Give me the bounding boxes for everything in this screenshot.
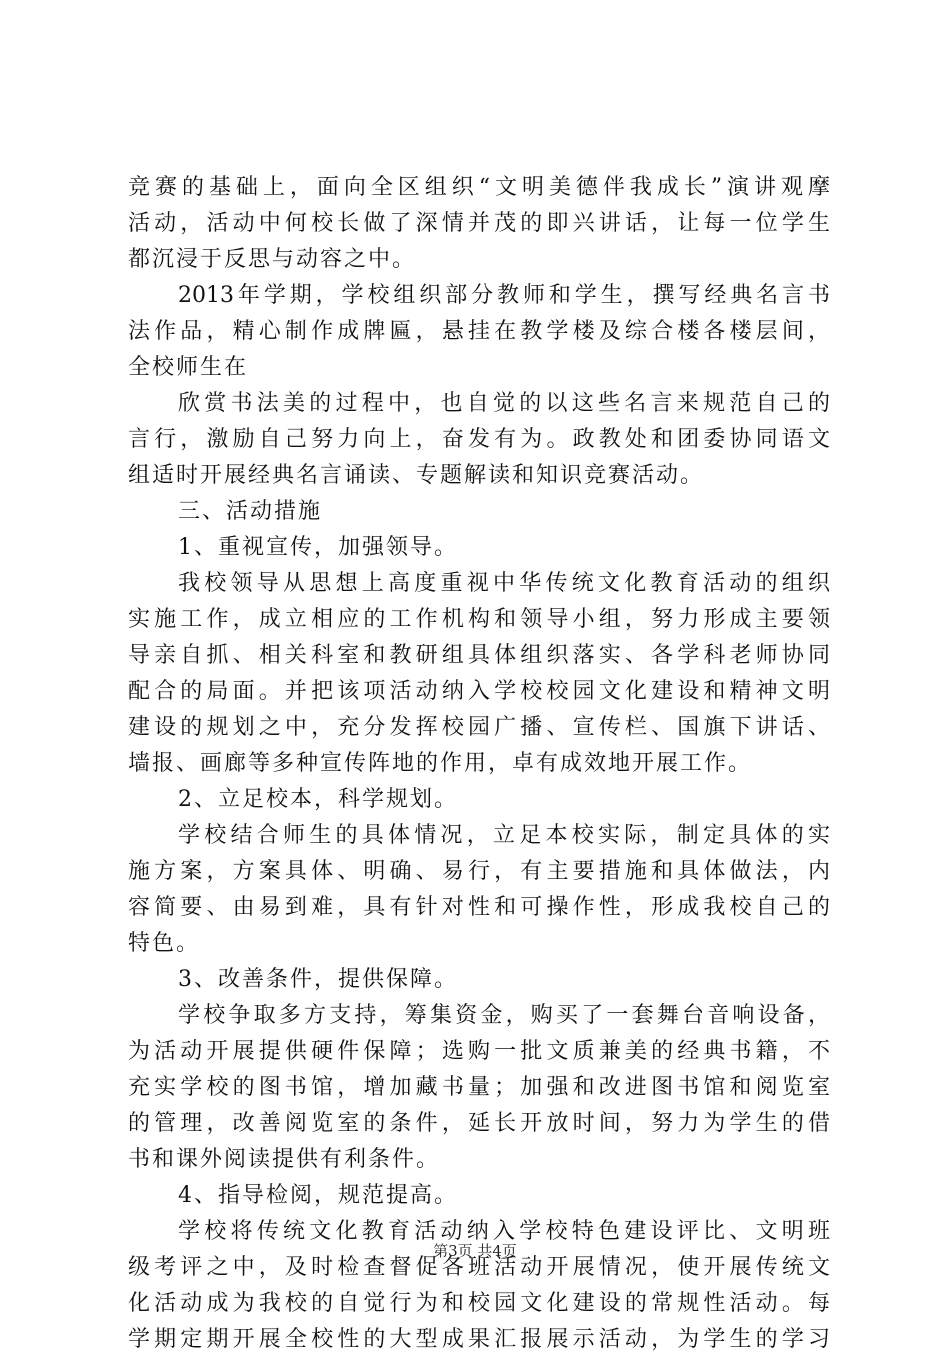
text-line: 学校将传统文化教育活动纳入学校特色建设评比、文明班	[178, 1219, 830, 1244]
text-line: 配合的局面。并把该项活动纳入学校校园文化建设和精神文明	[128, 679, 830, 704]
text-line: 特色。	[128, 931, 201, 956]
text-line: 墙报、画廊等多种宣传阵地的作用，卓有成效地开展工作。	[128, 751, 753, 776]
text-line: 施方案，方案具体、明确、易行，有主要措施和具体做法，内	[128, 859, 830, 884]
text-line: 导亲自抓、相关科室和教研组具体组织落实、各学科老师协同	[128, 643, 830, 668]
text-line: 活动，活动中何校长做了深情并茂的即兴讲话，让每一位学生	[128, 211, 830, 236]
text-line: 组适时开展经典名言诵读、专题解读和知识竞赛活动。	[128, 463, 705, 488]
text-line: 都沉浸于反思与动容之中。	[128, 247, 417, 272]
text-line: 言行，激励自己努力向上，奋发有为。政教处和团委协同语文	[128, 427, 830, 452]
subsection-heading: 1、重视宣传，加强领导。	[178, 535, 458, 560]
text-line: 全校师生在	[128, 355, 249, 380]
text-line: 2013年学期，学校组织部分教师和学生，撰写经典名言书	[178, 283, 830, 308]
text-line: 我校领导从思想上高度重视中华传统文化教育活动的组织	[178, 571, 830, 596]
subsection-heading: 2、立足校本，科学规划。	[178, 787, 458, 812]
text-line: 化活动成为我校的自觉行为和校园文化建设的常规性活动。每	[128, 1291, 830, 1316]
document-body	[128, 170, 830, 1358]
text-line: 法作品，精心制作成牌匾，悬挂在教学楼及综合楼各楼层间，	[128, 319, 830, 344]
text-line: 建设的规划之中，充分发挥校园广播、宣传栏、国旗下讲话、	[128, 715, 830, 740]
text-line: 级考评之中，及时检查督促各班活动开展情况，使开展传统文	[128, 1255, 830, 1280]
text-line: 容简要、由易到难，具有针对性和可操作性，形成我校自己的	[128, 895, 830, 920]
text-line: 欣赏书法美的过程中，也自觉的以这些名言来规范自己的	[178, 391, 830, 416]
text-line: 充实学校的图书馆，增加藏书量；加强和改进图书馆和阅览室	[128, 1075, 830, 1100]
text-line: 学校结合师生的具体情况，立足本校实际，制定具体的实	[178, 823, 830, 848]
subsection-heading: 3、改善条件，提供保障。	[178, 967, 458, 992]
text-line: 书和课外阅读提供有利条件。	[128, 1147, 441, 1172]
subsection-heading: 4、指导检阅，规范提高。	[178, 1183, 458, 1208]
section-heading: 三、活动措施	[178, 499, 323, 524]
text-line: 的管理，改善阅览室的条件，延长开放时间，努力为学生的借	[128, 1111, 830, 1136]
text-line: 为活动开展提供硬件保障；选购一批文质兼美的经典书籍，不	[128, 1039, 830, 1064]
page-number-footer: 第3页 共4页	[433, 1242, 517, 1260]
text-line: 实施工作，成立相应的工作机构和领导小组，努力形成主要领	[128, 607, 830, 632]
text-line: 竞赛的基础上，面向全区组织“文明美德伴我成长”演讲观摩	[128, 175, 830, 200]
text-line: 学校争取多方支持，筹集资金，购买了一套舞台音响设备，	[178, 1003, 830, 1028]
text-line: 学期定期开展全校性的大型成果汇报展示活动，为学生的学习	[128, 1327, 830, 1352]
